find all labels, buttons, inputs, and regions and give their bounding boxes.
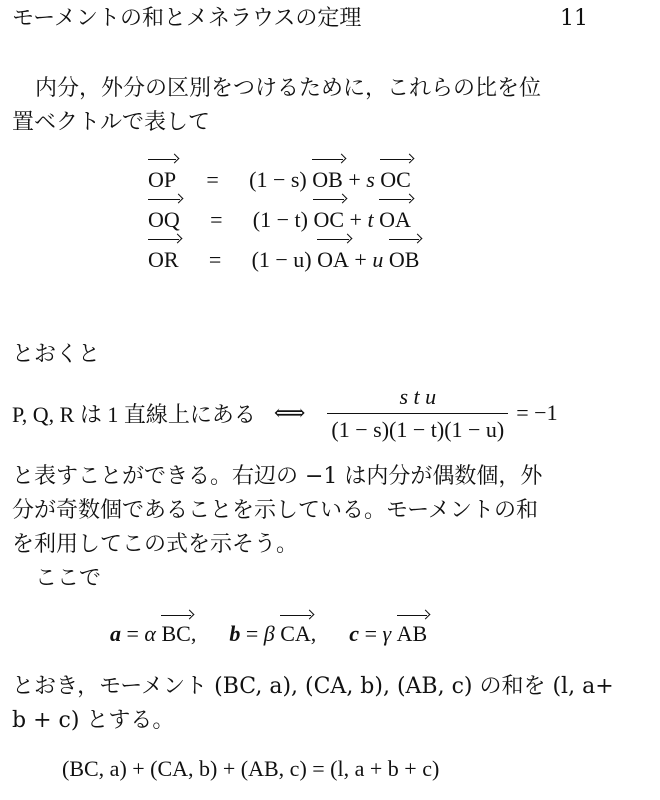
coef-t: t [367, 207, 374, 232]
paragraph-2: とおくと [12, 342, 101, 367]
vector-oc: OC [313, 198, 344, 240]
equation-op: OP = (1 − s) OB + s OC [148, 158, 419, 198]
fraction-denominator: (1 − s)(1 − t)(1 − u) [331, 416, 505, 442]
paragraph-3-line-2: 分が奇数個であることを示している。モーメントの和 [12, 498, 539, 523]
vector-oa: OA [317, 238, 349, 280]
vector-or: OR [148, 238, 179, 280]
paragraph-1-line-2: 置ベクトルで表して [12, 110, 211, 135]
vector-definitions: a = α BC, b = β CA, c = γ AB [110, 614, 427, 652]
vector-op: OP [148, 158, 176, 200]
paragraph-3-line-3: を利用してこの式を示そう。 [12, 532, 299, 557]
vector-ob: OB [389, 238, 420, 280]
paragraph-1-line-1: 内分，外分の区別をつけるために，これらの比を位 [35, 76, 542, 101]
vector-bc: BC [161, 614, 190, 652]
condition-rhs: = −1 [516, 400, 558, 425]
vector-ab: AB [397, 614, 428, 652]
collinearity-condition [12, 380, 558, 446]
fraction-numerator: s t u [327, 384, 508, 414]
iff-symbol: ⟺ [273, 400, 306, 425]
coef-1-u: (1 − u) [251, 247, 312, 272]
moment-sum-equation: (BC, a) + (CA, b) + (AB, c) = (l, a + b + c) [62, 756, 440, 781]
vector-ca: CA [280, 614, 311, 652]
vector-oc: OC [380, 158, 411, 200]
vector-equations [148, 158, 419, 278]
symbol-b: b [229, 621, 241, 646]
condition-left: P, Q, R は 1 直線上にある [12, 401, 256, 427]
equation-or: OR = (1 − u) OA + u OB [148, 238, 419, 278]
symbol-c: c [349, 621, 360, 646]
coef-s: s [366, 167, 375, 192]
page-number: 11 [560, 6, 588, 31]
vector-ob: OB [312, 158, 343, 200]
coef-1-t: (1 − t) [252, 207, 308, 232]
symbol-alpha: α [144, 621, 156, 646]
paragraph-3-line-1: と表すことができる。右辺の −1 は内分が偶数個，外 [12, 464, 543, 489]
symbol-a: a [110, 621, 121, 646]
running-title: モーメントの和とメネラウスの定理 [12, 6, 362, 31]
coef-u: u [372, 247, 384, 272]
paragraph-4-line-1: とおき，モーメント (BC, a), (CA, b), (AB, c) の和を (l, a+ [12, 674, 614, 699]
paragraph-3-line-4: ここで [35, 566, 102, 591]
paragraph-4-line-2: b + c) とする。 [12, 708, 175, 733]
ratio-fraction [327, 384, 508, 443]
symbol-gamma: γ [382, 621, 392, 646]
vector-oa: OA [379, 198, 411, 240]
symbol-beta: β [263, 621, 275, 646]
coef-1-s: (1 − s) [249, 167, 307, 192]
vector-oq: OQ [148, 198, 180, 240]
equation-oq: OQ = (1 − t) OC + t OA [148, 198, 419, 238]
